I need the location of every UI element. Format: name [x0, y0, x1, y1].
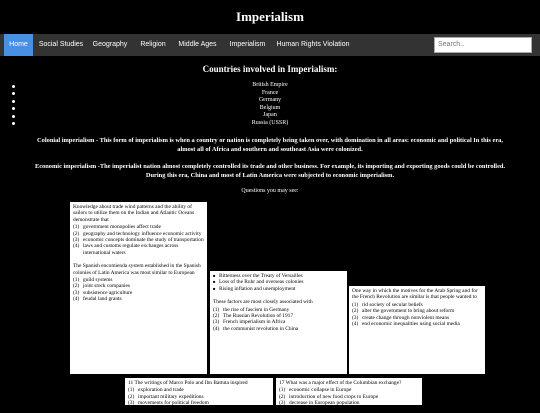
question-text: One way in which the motives for the Arab Spring and for the French Revolution are similar is that people wanted to [352, 288, 478, 301]
question-card [70, 202, 207, 374]
answer-option: (2) joint stock companies [73, 283, 131, 290]
nav-human-rights-violation[interactable]: Human Rights Violation [276, 41, 350, 48]
nav-social-studies[interactable]: Social Studies [38, 41, 84, 48]
answer-option: (2) alter the government to bring about reform [352, 308, 455, 315]
answer-option: (1) rid society of secular beliefs [352, 301, 423, 308]
list-item: ■ Loss of the Ruhr and overseas colonies [213, 279, 344, 285]
answer-option: (4) the spread of Islam to Southeast Asia [128, 406, 218, 413]
factor-list [213, 273, 344, 292]
answer-option: (3) French imperialism in Africa [213, 319, 286, 326]
list-item: ■ Bitterness over the Treaty of Versailles [213, 273, 344, 279]
colonial-imperialism-paragraph: Colonial imperialism - This form of imperialism is when a country or nation is completely being taken over, with domination in all areas: economic and political In this era, almost all of Africa and southern and southeast Asia were colonized. [37, 137, 503, 153]
question-card [125, 378, 273, 413]
answer-option: (4) the communist revolution in China [213, 325, 299, 332]
list-item: Japan [0, 112, 540, 120]
answer-option: (3) subsistence agriculture [73, 289, 133, 296]
question-text: 11 The writings of Marco Polo and Ibn Battuta inspired [128, 380, 248, 386]
answer-option: (3) movements for political freedom [128, 400, 209, 407]
answer-option: (4) expansion of democratic rights throughout Europe [279, 406, 398, 413]
question-card [349, 286, 485, 374]
economic-imperialism-paragraph: Economic imperialism -The imperialist nation almost completely controlled its trade and other business. For example, its importing and exporting goods could be controlled. During this era, China and most of Latin America were subjected to economic imperialism. [34, 163, 506, 179]
countries-heading: Countries involved in Imperialism: [202, 64, 338, 74]
question-card [210, 271, 347, 374]
answer-option: (2) The Russian Revolution of 1917 [213, 313, 294, 320]
answer-option: (2) geography and technology influence economic activity [73, 230, 202, 237]
answer-option: (1) the rise of fascism in Germany [213, 306, 290, 313]
question-text: 17 What was a major effect of the Columbian exchange? [279, 380, 402, 386]
answer-option: (1) exploration and trade [128, 387, 184, 394]
answer-option: (1) economic collapse in Europe [279, 387, 352, 394]
question-text: These factors are most closely associated with [213, 299, 313, 306]
nav-home[interactable]: Home [4, 34, 33, 56]
answer-option: (3) decrease in European population [279, 400, 360, 407]
list-item: ■ Rising inflation and unemployment [213, 286, 344, 292]
page-title: Imperialism [236, 9, 304, 24]
country-list [0, 82, 540, 128]
answer-option: (2) important military expeditions [128, 393, 204, 400]
answer-option: (1) government monopolies affect trade [73, 224, 161, 231]
list-item: Russia (USSR) [0, 120, 540, 128]
list-item: France [0, 90, 540, 98]
nav-imperialism[interactable]: Imperialism [229, 41, 266, 48]
nav-middle-ages[interactable]: Middle Ages [178, 41, 217, 48]
answer-option: (3) economic concepts dominate the study of transportation [73, 237, 204, 244]
question-text: Knowledge about trade wind patterns and the ability of sailors to utilize them on the Indian and Atlantic Oceans demonstrate that [73, 204, 195, 223]
list-item: British Empire [0, 82, 540, 90]
answer-option: (4) feudal land grants [73, 296, 122, 303]
answer-option: (4) end economic inequalities using social media [352, 321, 460, 328]
answer-option: (3) create change through nonviolent means [352, 314, 450, 321]
nav-geography[interactable]: Geography [92, 41, 128, 48]
list-item: Germany [0, 97, 540, 105]
answer-option: (2) introduction of new food crops to Europe [279, 393, 379, 400]
nav-religion[interactable]: Religion [140, 41, 166, 48]
question-text: The Spanish encomienda system established in the Spanish colonies of Latin America was most similar to European [73, 263, 201, 276]
questions-heading: Questions you may see: [241, 188, 299, 194]
search-input[interactable]: Search.. [434, 37, 532, 53]
list-item: Belgium [0, 105, 540, 113]
navbar [0, 34, 540, 56]
answer-option: (4) laws and customs regulate exchanges across international waters [73, 243, 179, 256]
question-card [276, 378, 422, 413]
answer-option: (1) guild systems [73, 277, 113, 284]
